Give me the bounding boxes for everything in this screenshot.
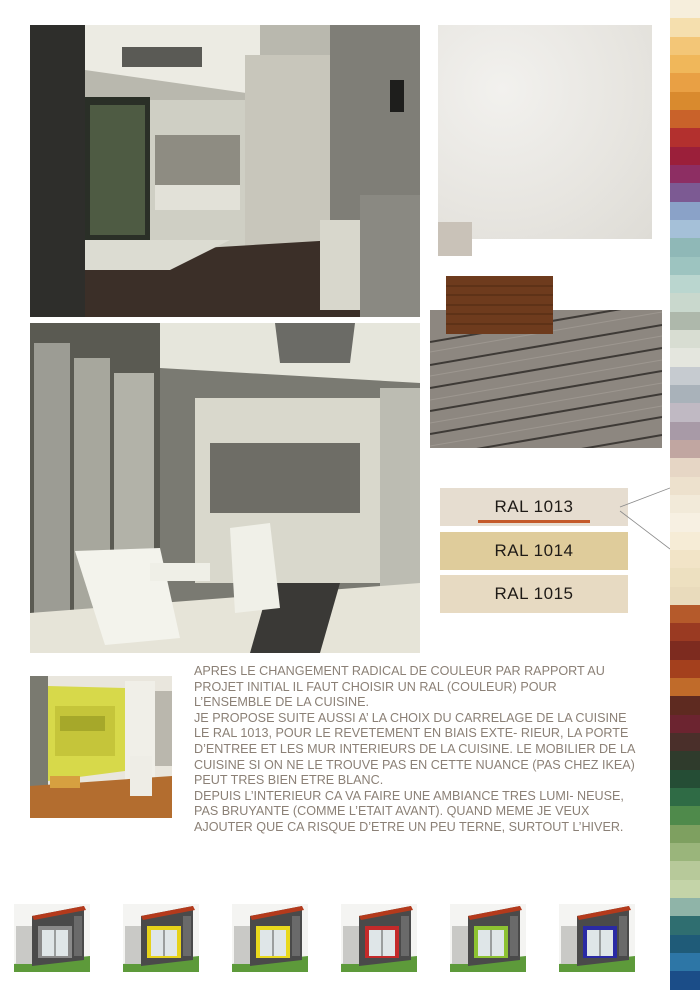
color-strip-swatch [670,92,700,110]
color-strip-swatch [670,37,700,55]
color-strip-swatch [670,587,700,605]
color-strip-swatch [670,128,700,146]
ral-color-strip [670,0,700,990]
color-strip-swatch [670,458,700,476]
color-strip-swatch [670,898,700,916]
facade-variant [14,904,90,972]
color-strip-swatch [670,935,700,953]
ral-label: RAL 1013 [494,497,574,516]
color-strip-swatch [670,55,700,73]
color-strip-swatch [670,678,700,696]
facade-variant [123,904,199,972]
description-paragraph-3: DEPUIS L’INTERIEUR CA VA FAIRE UNE AMBIANCE TRES LUMI- NEUSE, PAS BRUYANTE (COMME L’ETAIT AVANT). QUAND MEME JE VEUX AJOUTER QUE CA RISQUE D’ETRE UN PEU TERNE, SURTOUT L’HIVER. [194,788,624,834]
color-strip-swatch [670,568,700,586]
color-strip-swatch [670,513,700,531]
color-strip-swatch [670,165,700,183]
color-strip-swatch [670,953,700,971]
description-paragraph-1: APRES LE CHANGEMENT RADICAL DE COULEUR PAR RAPPORT AU PROJET INITIAL IL FAUT CHOISIR UN RAL (COULEUR) POUR L’ENSEMBLE DE LA CUISINE. [194,664,605,710]
color-strip-swatch [670,220,700,238]
stone-color-chip [438,222,472,256]
color-strip-swatch [670,367,700,385]
color-strip-swatch [670,440,700,458]
facade-variant [559,904,635,972]
ral-sample-1014 [440,532,628,570]
color-strip-swatch [670,806,700,824]
color-strip-swatch [670,880,700,898]
color-strip-swatch [670,696,700,714]
color-strip-swatch [670,605,700,623]
color-strip-swatch [670,147,700,165]
color-strip-swatch [670,623,700,641]
ral-connector-lines [618,485,670,555]
kitchen-render-1 [30,25,420,317]
color-strip-swatch [670,202,700,220]
color-strip-swatch [670,916,700,934]
color-strip-swatch [670,238,700,256]
kitchen-render-2 [30,323,420,653]
wood-color-chip [446,276,553,334]
color-strip-swatch [670,532,700,550]
stone-texture-swatch [438,25,652,239]
description-text [194,664,636,836]
color-strip-swatch [670,257,700,275]
facade-variant [450,904,526,972]
color-strip-swatch [670,770,700,788]
color-strip-swatch [670,275,700,293]
color-strip-swatch [670,0,700,18]
color-strip-swatch [670,18,700,36]
color-strip-swatch [670,715,700,733]
color-strip-swatch [670,403,700,421]
color-strip-swatch [670,477,700,495]
ral-sample-1015 [440,575,628,613]
color-strip-swatch [670,550,700,568]
yellow-interior-thumbnail [30,676,172,818]
kitchen-render-1-image [30,25,420,317]
color-strip-swatch [670,843,700,861]
color-strip-swatch [670,422,700,440]
color-strip-swatch [670,751,700,769]
color-strip-swatch [670,312,700,330]
color-strip-swatch [670,183,700,201]
yellow-interior-image [30,676,172,818]
color-strip-swatch [670,861,700,879]
description-paragraph-2: JE PROPOSE SUITE AUSSI A’ LA CHOIX DU CARRELAGE DE LA CUISINE LE RAL 1013, POUR LE REVETEMENT EN BIAIS EXTE- RIEUR, LA PORTE D’ENTREE ET LES MUR INTERIEURS DE LA CUISINE. LE MOBILIER DE LA CUISINE SI ON NE LE TROUVE PAS EN CETTE NUANCE (PAS CHEZ IKEA) PEUT TRES BIEN ETRE BLANC. [194,710,635,788]
color-strip-swatch [670,110,700,128]
color-strip-swatch [670,293,700,311]
facade-variant [232,904,308,972]
color-strip-swatch [670,971,700,989]
color-strip-swatch [670,73,700,91]
color-strip-swatch [670,733,700,751]
color-strip-swatch [670,660,700,678]
color-strip-swatch [670,788,700,806]
kitchen-render-2-image [30,323,420,653]
color-strip-swatch [670,385,700,403]
ral-label: RAL 1014 [494,541,574,560]
color-strip-swatch [670,348,700,366]
selected-ral-underline [478,520,590,523]
color-strip-swatch [670,825,700,843]
ral-label: RAL 1015 [494,584,574,603]
color-strip-swatch [670,495,700,513]
wood-grain-image [446,276,553,334]
facade-variant [341,904,417,972]
color-strip-swatch [670,330,700,348]
color-strip-swatch [670,641,700,659]
